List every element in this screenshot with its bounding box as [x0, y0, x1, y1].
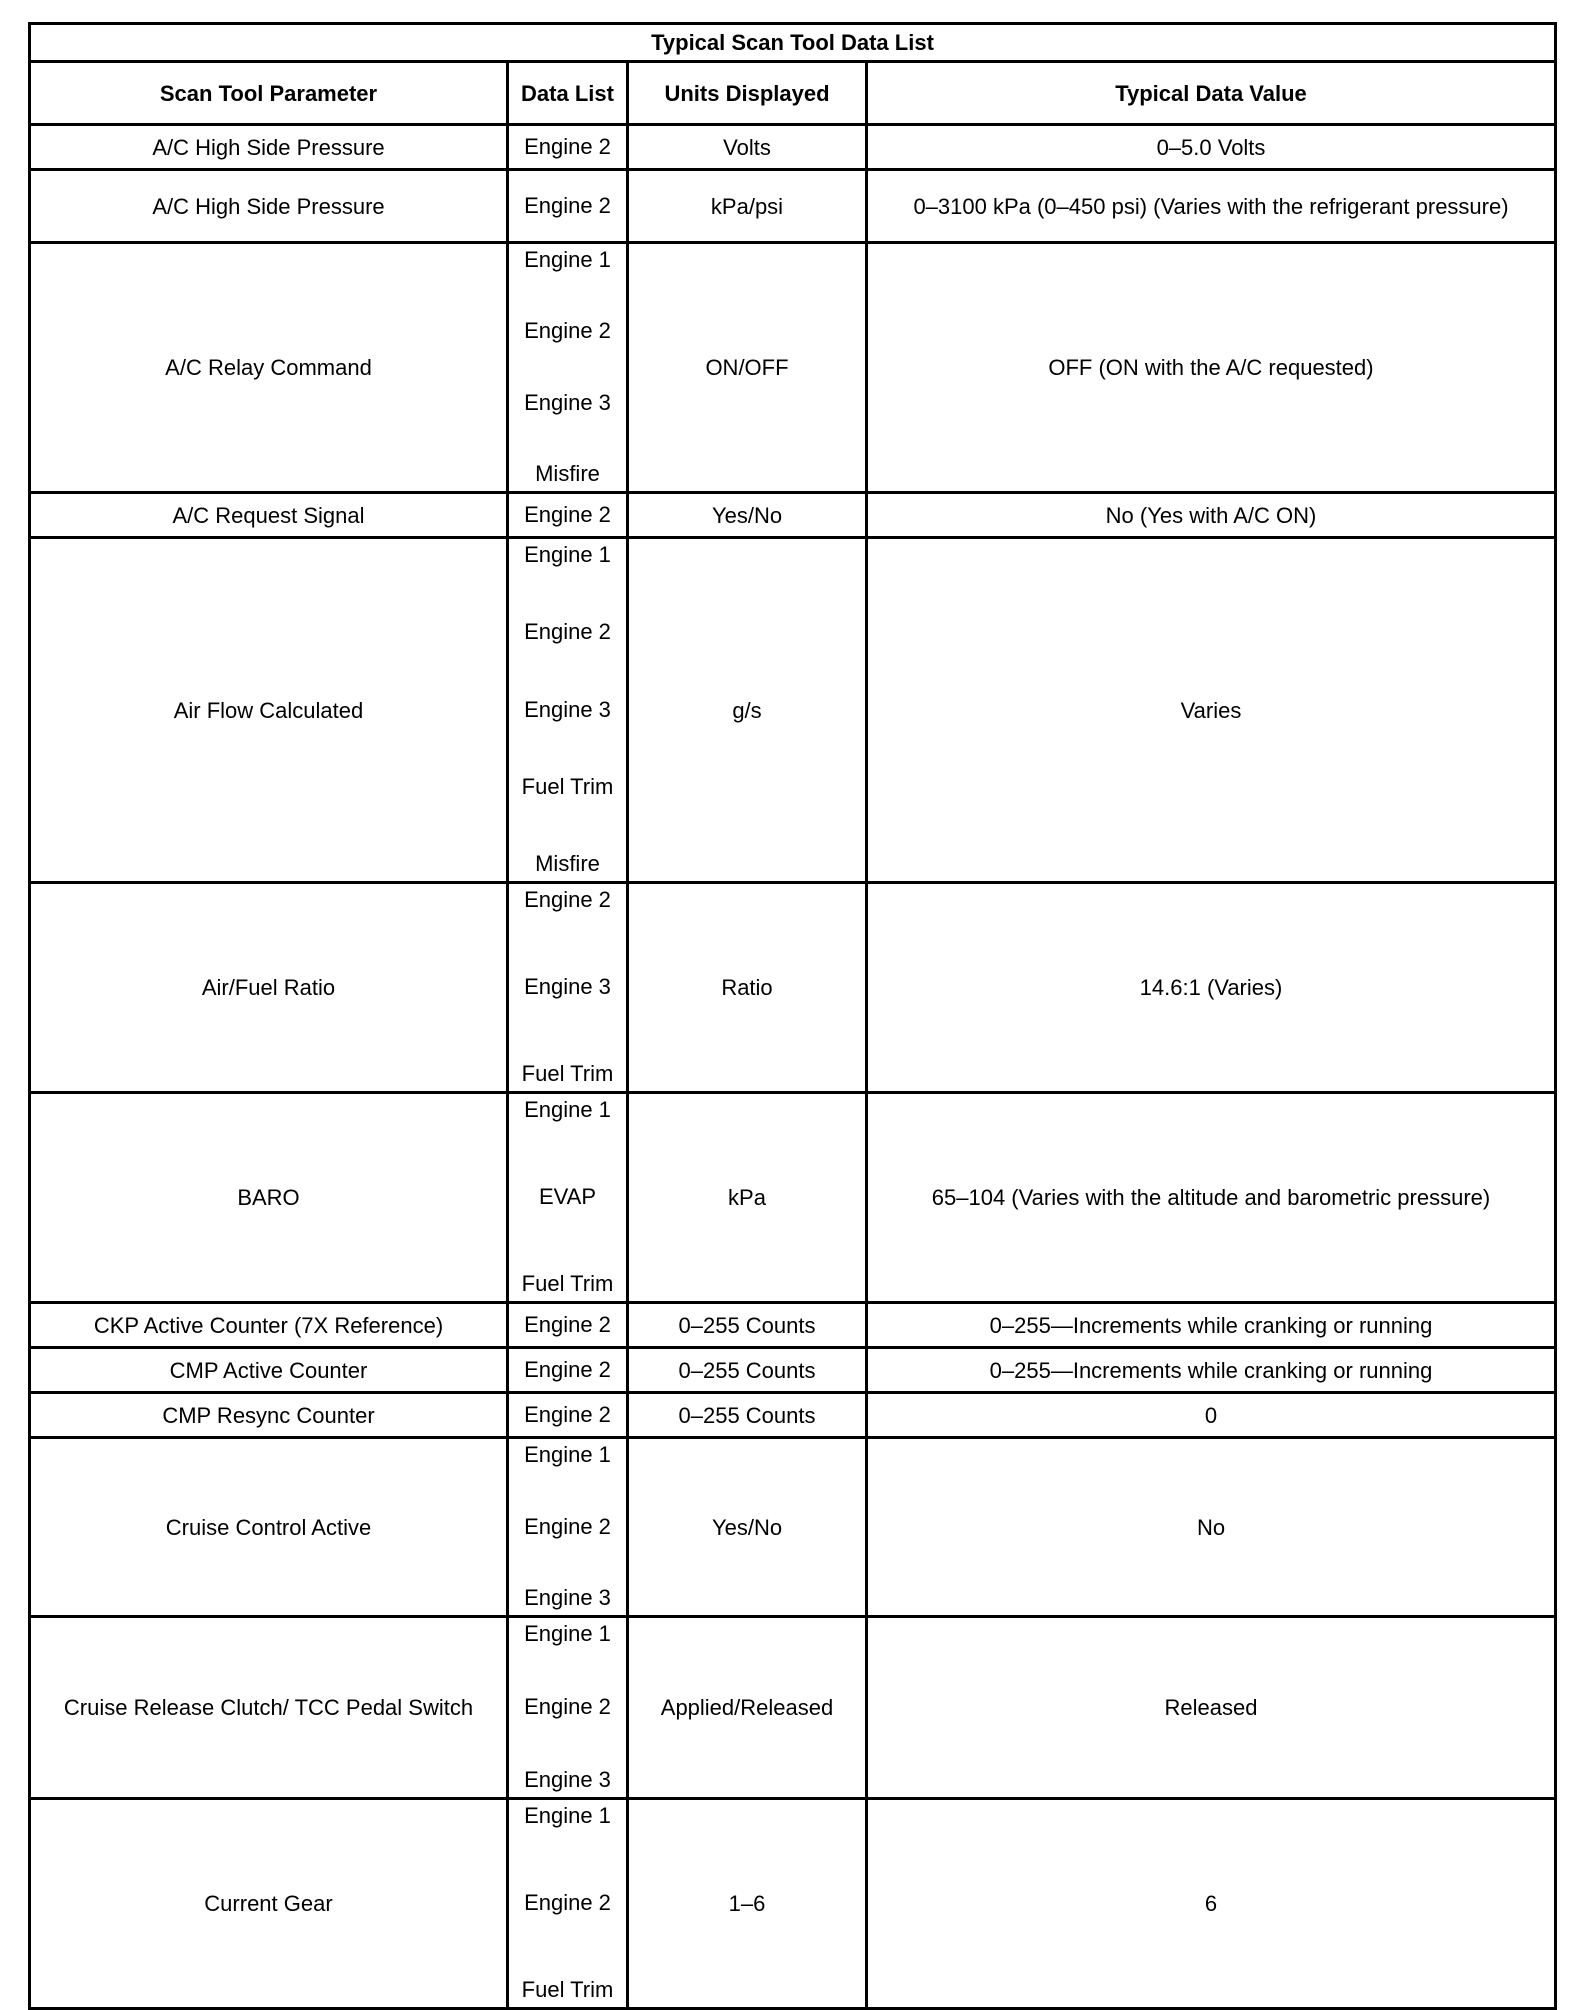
parameter-cell: Cruise Release Clutch/ TCC Pedal Switch	[30, 1617, 508, 1799]
data-list-item: Engine 1	[524, 542, 611, 567]
table-row	[30, 170, 1556, 243]
data-list-items	[509, 1349, 626, 1391]
data-list-item: Engine 2	[524, 192, 611, 218]
value-cell: 6	[867, 1799, 1556, 2009]
data-list-item: Engine 2	[524, 1401, 611, 1427]
value-cell: 0	[867, 1393, 1556, 1438]
header-data-list: Data List	[508, 62, 628, 125]
units-cell: Applied/Released	[628, 1617, 867, 1799]
data-list-cell	[508, 1303, 628, 1348]
data-list-item: Fuel Trim	[521, 773, 614, 799]
data-list-item: Engine 1	[524, 1803, 611, 1828]
data-list-item: Engine 1	[524, 1097, 611, 1122]
table-row	[30, 538, 1556, 883]
data-list-cell	[508, 1093, 628, 1303]
parameter-cell: CMP Active Counter	[30, 1348, 508, 1393]
units-cell: 0–255 Counts	[628, 1348, 867, 1393]
data-list-item: Engine 2	[524, 1694, 611, 1719]
units-cell: g/s	[628, 538, 867, 883]
data-list-item: Misfire	[535, 460, 600, 486]
data-list-cell	[508, 243, 628, 493]
data-list-item: Engine 2	[524, 1311, 611, 1337]
units-cell: Yes/No	[628, 493, 867, 538]
data-list-item: Engine 2	[524, 318, 611, 344]
parameter-cell: Current Gear	[30, 1799, 508, 2009]
value-cell: 0–255—Increments while cranking or running	[867, 1348, 1556, 1393]
header-scan-tool-parameter: Scan Tool Parameter	[30, 62, 508, 125]
units-cell: Volts	[628, 125, 867, 170]
value-cell: 0–3100 kPa (0–450 psi) (Varies with the refrigerant pressure)	[867, 170, 1556, 243]
data-list-cell	[508, 1393, 628, 1438]
data-list-cell	[508, 125, 628, 170]
data-list-cell	[508, 1438, 628, 1617]
table-title-row	[30, 24, 1556, 62]
data-list-cell	[508, 170, 628, 243]
data-list-items	[509, 171, 626, 241]
data-list-item: Engine 2	[524, 619, 611, 645]
data-list-items	[509, 1800, 626, 2007]
data-list-item: Engine 1	[524, 247, 611, 272]
value-cell: OFF (ON with the A/C requested)	[867, 243, 1556, 493]
data-list-items	[509, 1618, 626, 1797]
data-list-items	[509, 539, 626, 881]
value-cell: 0–5.0 Volts	[867, 125, 1556, 170]
header-row	[30, 62, 1556, 125]
data-list-cell	[508, 883, 628, 1093]
data-list-item: Engine 2	[524, 1513, 611, 1539]
data-list-item: Engine 3	[524, 1767, 611, 1792]
header-typical-data-value: Typical Data Value	[867, 62, 1556, 125]
parameter-cell: Cruise Control Active	[30, 1438, 508, 1617]
data-list-item: Fuel Trim	[521, 1977, 614, 2002]
value-cell: 14.6:1 (Varies)	[867, 883, 1556, 1093]
table-row	[30, 1438, 1556, 1617]
parameter-cell: A/C Relay Command	[30, 243, 508, 493]
parameter-cell: A/C High Side Pressure	[30, 125, 508, 170]
table-row	[30, 1393, 1556, 1438]
parameter-cell: BARO	[30, 1093, 508, 1303]
table-title: Typical Scan Tool Data List	[30, 24, 1556, 62]
value-cell: No (Yes with A/C ON)	[867, 493, 1556, 538]
data-list-items	[509, 1304, 626, 1346]
value-cell: No	[867, 1438, 1556, 1617]
data-list-cell	[508, 1799, 628, 2009]
parameter-cell: A/C High Side Pressure	[30, 170, 508, 243]
data-list-item: Engine 3	[524, 696, 611, 722]
value-cell: 65–104 (Varies with the altitude and barometric pressure)	[867, 1093, 1556, 1303]
data-list-item: Misfire	[535, 851, 600, 876]
units-cell: kPa/psi	[628, 170, 867, 243]
data-list-items	[509, 1094, 626, 1301]
table-row	[30, 1348, 1556, 1393]
table-row	[30, 125, 1556, 170]
table-row	[30, 883, 1556, 1093]
data-list-item: Engine 2	[524, 887, 611, 912]
data-list-cell	[508, 493, 628, 538]
parameter-cell: A/C Request Signal	[30, 493, 508, 538]
data-list-items	[509, 244, 626, 491]
data-list-items	[509, 1394, 626, 1436]
units-cell: 0–255 Counts	[628, 1303, 867, 1348]
data-list-item: Engine 1	[524, 1621, 611, 1646]
data-list-item: Engine 3	[524, 389, 611, 415]
table-row	[30, 493, 1556, 538]
parameter-cell: Air Flow Calculated	[30, 538, 508, 883]
data-list-item: Engine 2	[524, 1356, 611, 1382]
data-list-cell	[508, 1617, 628, 1799]
value-cell: Released	[867, 1617, 1556, 1799]
data-list-items	[509, 1439, 626, 1615]
data-list-item: Engine 3	[524, 974, 611, 999]
table-row	[30, 1617, 1556, 1799]
value-cell: 0–255—Increments while cranking or running	[867, 1303, 1556, 1348]
data-list-item: Engine 2	[524, 133, 611, 159]
data-list-items	[509, 126, 626, 168]
parameter-cell: CKP Active Counter (7X Reference)	[30, 1303, 508, 1348]
units-cell: kPa	[628, 1093, 867, 1303]
table-row	[30, 1799, 1556, 2009]
units-cell: 0–255 Counts	[628, 1393, 867, 1438]
header-units-displayed: Units Displayed	[628, 62, 867, 125]
data-list-item: Engine 2	[524, 501, 611, 527]
table-row	[30, 243, 1556, 493]
parameter-cell: CMP Resync Counter	[30, 1393, 508, 1438]
value-cell: Varies	[867, 538, 1556, 883]
table-row	[30, 1303, 1556, 1348]
data-list-cell	[508, 538, 628, 883]
data-list-item: Engine 3	[524, 1585, 611, 1610]
scan-tool-data-table	[28, 22, 1557, 2010]
data-list-items	[509, 494, 626, 536]
data-list-items	[509, 884, 626, 1091]
table-row	[30, 1093, 1556, 1303]
data-list-cell	[508, 1348, 628, 1393]
parameter-cell: Air/Fuel Ratio	[30, 883, 508, 1093]
units-cell: Ratio	[628, 883, 867, 1093]
data-list-item: Fuel Trim	[521, 1061, 614, 1086]
units-cell: 1–6	[628, 1799, 867, 2009]
data-list-item: Engine 2	[524, 1890, 611, 1915]
data-list-item: Fuel Trim	[521, 1271, 614, 1296]
units-cell: ON/OFF	[628, 243, 867, 493]
data-list-item: Engine 1	[524, 1442, 611, 1467]
units-cell: Yes/No	[628, 1438, 867, 1617]
data-list-item: EVAP	[538, 1184, 597, 1209]
